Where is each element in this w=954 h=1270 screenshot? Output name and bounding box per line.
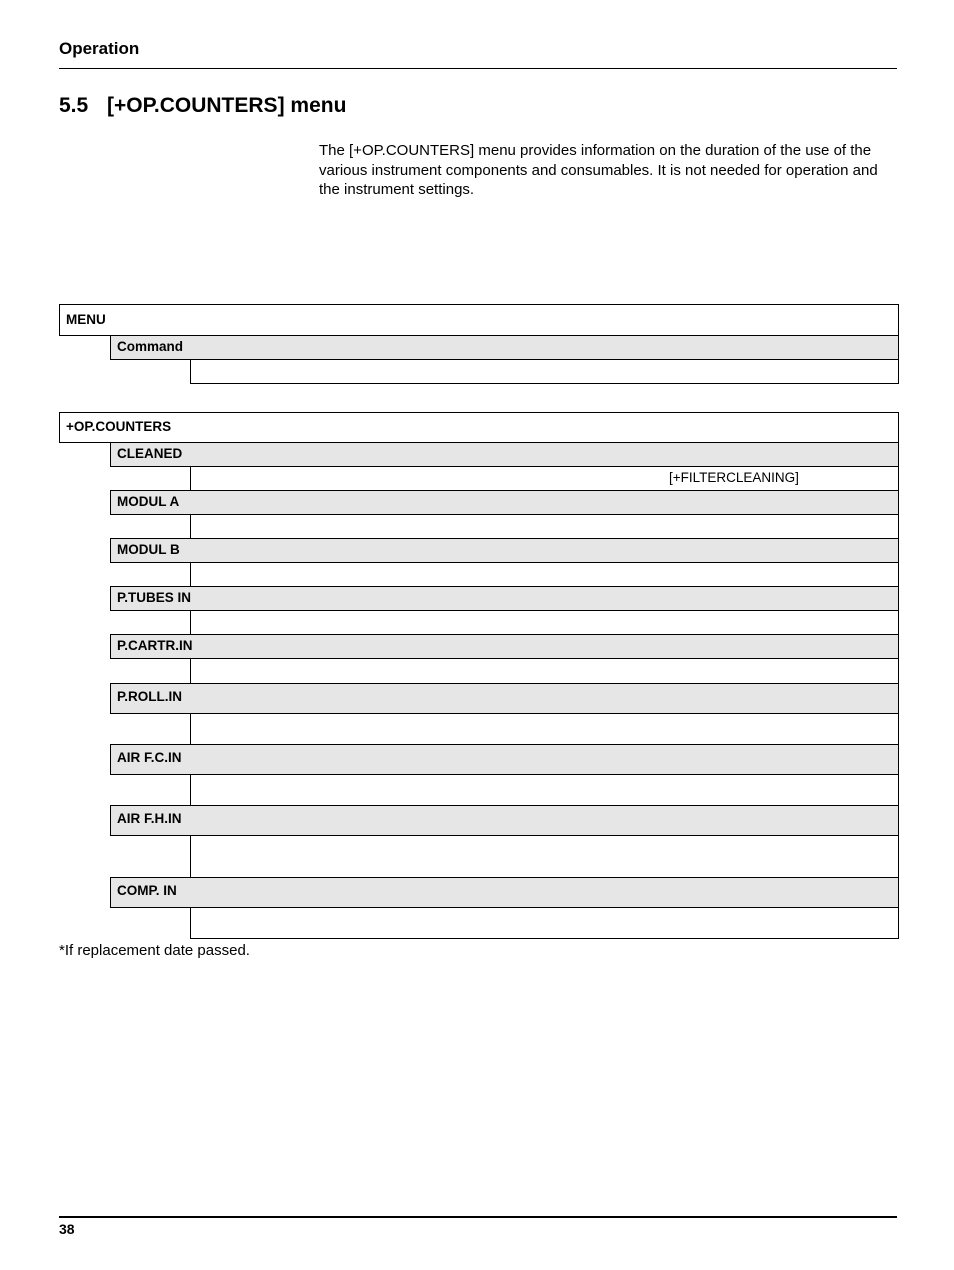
counter-detail-p-roll-in [190, 713, 899, 745]
page-number: 38 [59, 1221, 75, 1237]
header-title: Operation [59, 39, 140, 58]
counter-label: CLEANED [117, 446, 183, 461]
counter-detail-air-fc-in [190, 774, 899, 806]
counter-detail-modul-a [190, 514, 899, 539]
counter-label: MODUL B [117, 542, 180, 557]
menu-command-detail-row [190, 359, 899, 384]
counter-row-p-tubes-in [110, 586, 899, 611]
section-number: 5.5 [59, 94, 89, 117]
counter-row-cleaned [110, 442, 899, 467]
counter-detail-p-cartr-in [190, 658, 899, 684]
filtercleaning-link[interactable]: [+FILTERCLEANING] [669, 470, 799, 485]
menu-root-row [59, 304, 899, 336]
counters-root-row [59, 412, 899, 443]
section-heading: [+OP.COUNTERS] menu [107, 94, 347, 117]
header-rule [59, 68, 897, 69]
counter-label: MODUL A [117, 494, 180, 509]
counter-detail-modul-b [190, 562, 899, 587]
counter-label: COMP. IN [117, 883, 177, 898]
counter-row-air-fc-in [110, 744, 899, 775]
counter-label: P.CARTR.IN [117, 638, 193, 653]
counter-row-p-roll-in [110, 683, 899, 714]
menu-root-label: MENU [66, 312, 106, 327]
counter-detail-air-fh-in [190, 835, 899, 878]
counter-label: P.ROLL.IN [117, 689, 183, 704]
footer-rule [59, 1216, 897, 1218]
section-title [59, 94, 346, 118]
footnote: *If replacement date passed. [59, 942, 250, 959]
counter-row-p-cartr-in [110, 634, 899, 659]
counter-row-comp-in [110, 877, 899, 908]
counter-detail-comp-in [190, 907, 899, 939]
counter-row-modul-b [110, 538, 899, 563]
counter-row-modul-a [110, 490, 899, 515]
counter-label: AIR F.C.IN [117, 750, 182, 765]
counter-row-air-fh-in [110, 805, 899, 836]
counters-root-label: +OP.COUNTERS [66, 419, 172, 434]
menu-command-label: Command [117, 339, 184, 354]
counter-label: P.TUBES IN [117, 590, 192, 605]
counter-detail-p-tubes-in [190, 610, 899, 635]
intro-paragraph: The [+OP.COUNTERS] menu provides information on the duration of the use of the various instrument components and consumables. It is not needed for operation and the instrument settings. [319, 142, 878, 198]
menu-command-row [110, 335, 899, 360]
counter-label: AIR F.H.IN [117, 811, 182, 826]
counter-detail-cleaned [190, 466, 899, 491]
